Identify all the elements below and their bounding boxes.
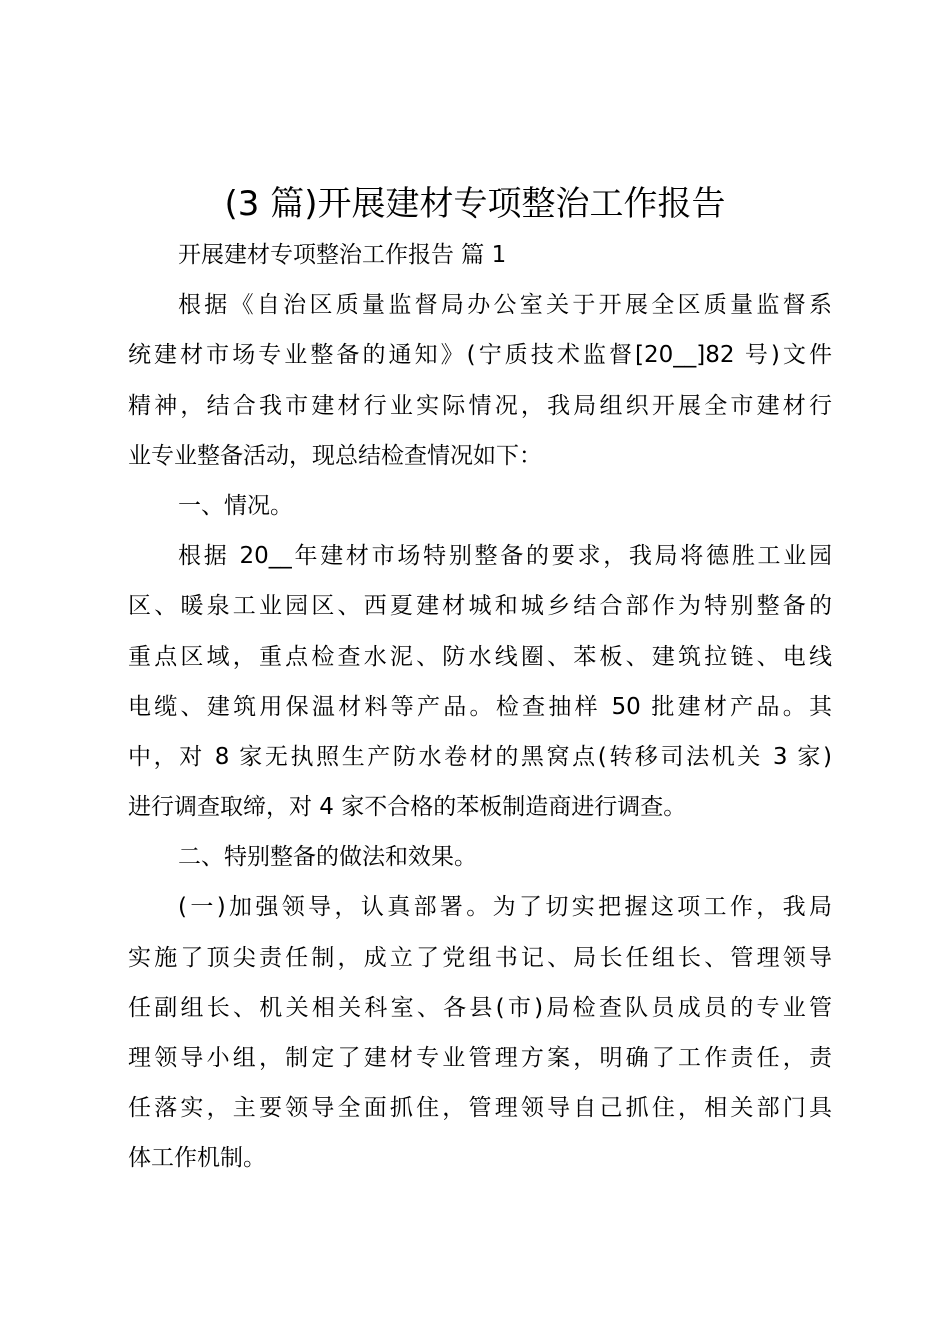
paragraph-line: 任落实，主要领导全面抓住，管理领导自己抓住，相关部门具 [128,1095,832,1122]
paragraph-line: 精神，结合我市建材行业实际情况，我局组织开展全市建材行 [128,392,832,419]
paragraph-line: 体工作机制。 [128,1145,266,1172]
document-body [128,230,832,1184]
paragraph-line: 进行调查取缔，对 4 家不合格的苯板制造商进行调查。 [128,794,687,821]
paragraph-line: 根据 20__年建材市场特别整备的要求，我局将德胜工业园 [178,543,832,570]
paragraph-line: 区、暖泉工业园区、西夏建材城和城乡结合部作为特别整备的 [128,593,832,620]
paragraph-line: 重点区域，重点检查水泥、防水线圈、苯板、建筑拉链、电线 [128,643,832,670]
paragraph-line: 实施了顶尖责任制，成立了党组书记、局长任组长、管理领导 [128,944,832,971]
section-heading-situation: 一、情况。 [178,492,293,519]
paragraph-line: 理领导小组，制定了建材专业管理方案，明确了工作责任，责 [128,1045,832,1071]
paragraph-line: 业专业整备活动，现总结检查情况如下： [128,442,542,469]
section-heading-article-1: 开展建材专项整治工作报告 篇 1 [178,242,507,268]
paragraph-line: 根据《自治区质量监督局办公室关于开展全区质量监督系 [178,292,832,319]
paragraph-line: (一)加强领导，认真部署。为了切实把握这项工作，我局 [178,894,832,921]
section-heading-practice: 二、特别整备的做法和效果。 [178,844,477,871]
paragraph-line: 电缆、建筑用保温材料等产品。检查抽样 50 批建材产品。其 [128,693,832,720]
document-title: (3 篇)开展建材专项整治工作报告 [224,184,726,224]
paragraph-line: 任副组长、机关相关科室、各县(市)局检查队员成员的专业管 [128,994,832,1021]
paragraph-line: 中，对 8 家无执照生产防水卷材的黑窝点(转移司法机关 3 家) [128,743,832,770]
paragraph-line: 统建材市场专业整备的通知》(宁质技术监督[20__]82 号)文件 [128,342,832,369]
